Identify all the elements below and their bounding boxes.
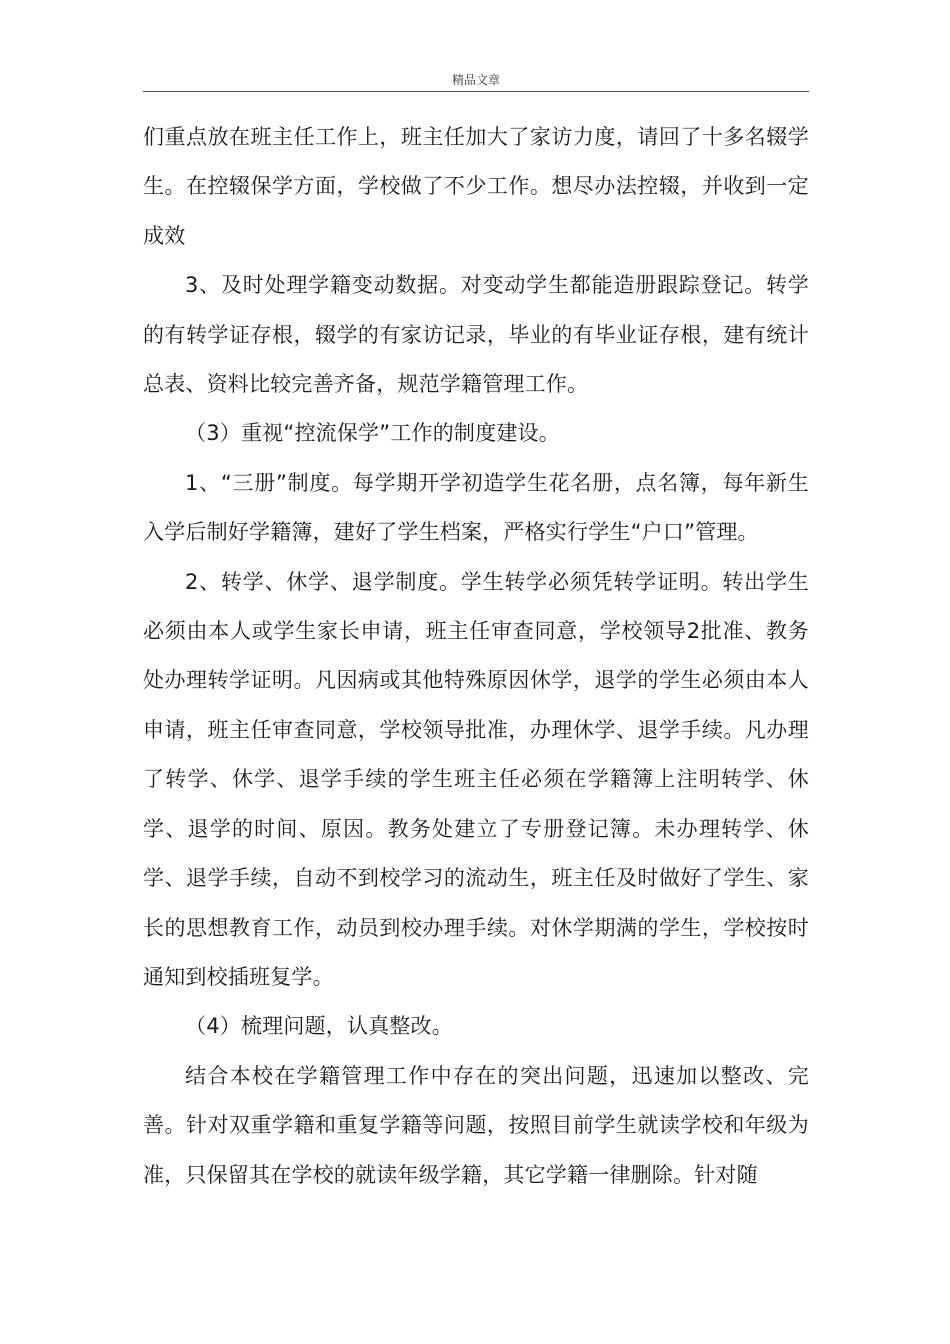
document-body (143, 113, 809, 1200)
paragraph-rectification: 结合本校在学籍管理工作中存在的突出问题，迅速加以整改、完善。针对双重学籍和重复学籍等问题，按照目前学生就读学校和年级为准，只保留其在学校的就读年级学籍，其它学籍一律删除。针对随 (143, 1063, 809, 1187)
header-divider (143, 91, 809, 92)
paragraph-continuation: 们重点放在班主任工作上，班主任加大了家访力度，请回了十多名辍学生。在控辍保学方面，学校做了不少工作。想尽办法控辍，并收到一定成效 (143, 125, 809, 248)
page-header-title: 精品文章 (451, 73, 500, 87)
paragraph-item-1: 1、“三册”制度。每学期开学初造学生花名册，点名簿，每年新生入学后制好学籍簿，建好了学生档案，严格实行学生“户口”管理。 (143, 470, 809, 545)
section-heading-4: （4）梳理问题，认真整改。 (185, 1014, 453, 1039)
section-heading-3: （3）重视“控流保学”工作的制度建设。 (185, 421, 560, 446)
paragraph-item-2: 2、转学、休学、退学制度。学生转学必须凭转学证明。转出学生必须由本人或学生家长申请，班主任审查同意，学校领导2批准、教务处办理转学证明。凡因病或其他特殊原因休学，退学的学生必须由本人申请，班主任审查同意，学校领导批准，办理休学、退学手续。凡办理了转学、休学、退学手续的学生班主任必须在学籍簿上注明转学、休学、退学的时间、原因。教务处建立了专册登记簿。未办理转学、休学、退学手续，自动不到校学习的流动生，班主任及时做好了学生、家长的思想教育工作，动员到校办理手续。对休学期满的学生，学校按时通知到校插班复学。 (143, 569, 809, 989)
paragraph-item-3: 3、及时处理学籍变动数据。对变动学生都能造册跟踪登记。转学的有转学证存根，辍学的有家访记录，毕业的有毕业证存根，建有统计总表、资料比较完善齐备，规范学籍管理工作。 (143, 273, 809, 397)
